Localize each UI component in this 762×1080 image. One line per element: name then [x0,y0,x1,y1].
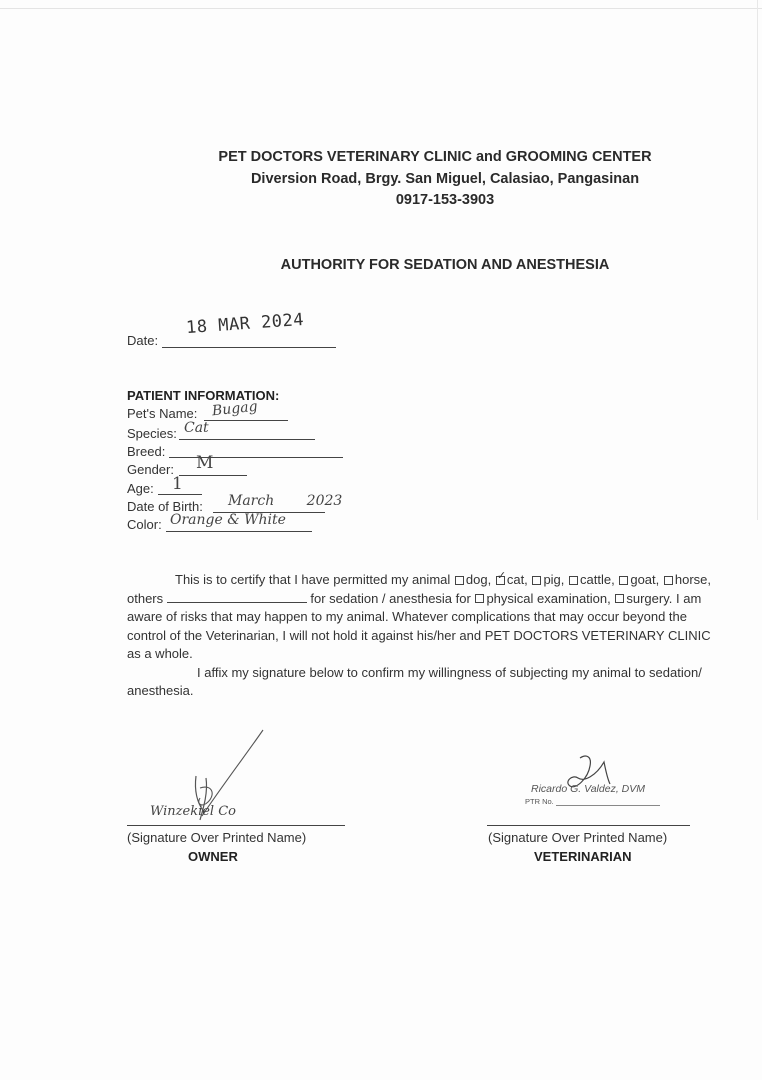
document-title: AUTHORITY FOR SEDATION AND ANESTHESIA [280,257,610,273]
checkbox-goat [619,576,628,585]
color-label: Color: [127,517,162,532]
certification-paragraph [127,571,722,701]
age-label: Age: [127,481,154,496]
species-label: Species: [127,426,177,441]
option-surgery: surgery. [626,590,673,606]
vet-caption: (Signature Over Printed Name) [488,830,668,845]
color-value: Orange & White [170,512,286,528]
pet-name-line [204,420,288,421]
species-value: Cat [184,420,209,436]
certification-affirm: I affix my signature below to confirm my willingness of subjecting my animal to sedation/ anesthesia. [127,664,702,698]
vet-printed-name: Ricardo G. Valdez, DVM [531,783,645,795]
dob-label: Date of Birth: [127,499,203,514]
owner-signature-line [127,825,345,826]
option-cattle: cattle, [580,572,615,587]
clinic-name: PET DOCTORS VETERINARY CLINIC and GROOMING CENTER [218,149,652,165]
purpose-prefix: for sedation / anesthesia for [310,590,471,606]
clinic-phone: 0917-153-3903 [395,192,495,208]
age-value: 1 [172,474,183,494]
clinic-address: Diversion Road, Brgy. San Miguel, Calasiao, Pangasinan [250,171,640,187]
date-line [162,347,336,348]
age-line [158,494,202,495]
vet-role: VETERINARIAN [534,849,632,864]
dob-value: March 2023 [228,493,343,509]
breed-label: Breed: [127,444,166,459]
page-top-rule [0,8,762,9]
option-physical-exam: physical examination, [486,590,611,606]
option-goat: goat, [630,572,660,587]
patient-info-heading: PATIENT INFORMATION: [127,388,280,403]
gender-label: Gender: [127,462,174,477]
certification-body: I am aware of risks that may happen to my animal. Whatever complications that may occur beyond the control of the Veterinarian, I will not hold it against his/her and PET DOCTORS VETERINARY CLINIC as a whole. [127,590,711,661]
date-label: Date: [127,333,159,348]
gender-value: M [196,453,214,473]
owner-printed-name: Winzekiel Co [150,804,236,819]
vet-ptr-label: PTR No. [525,797,554,806]
owner-role: OWNER [188,849,238,864]
checkbox-physical-exam [475,594,484,603]
checkbox-cattle [569,576,578,585]
option-cat: cat, [506,572,528,587]
checkbox-pig [532,576,541,585]
checkbox-horse [664,576,673,585]
option-horse-others: horse, others [127,572,712,606]
option-dog: dog, [465,572,492,587]
checkbox-dog [455,576,464,585]
certification-intro: This is to certify that I have permitted my animal [175,572,451,587]
pet-name-label: Pet's Name: [127,406,198,421]
gender-line [179,475,247,476]
vet-ptr-line [556,805,660,806]
species-line [179,439,315,440]
others-blank [167,590,307,603]
date-stamp: 18 MAR 2024 [185,309,305,339]
option-pig: pig, [543,572,565,587]
owner-caption: (Signature Over Printed Name) [127,830,307,845]
color-line [166,531,312,532]
pet-name-value: Bugag [211,398,259,420]
vet-signature-line [487,825,690,826]
page-edge-rule [757,0,758,520]
checkbox-surgery [615,594,624,603]
checkbox-cat: ✓ [496,576,505,585]
